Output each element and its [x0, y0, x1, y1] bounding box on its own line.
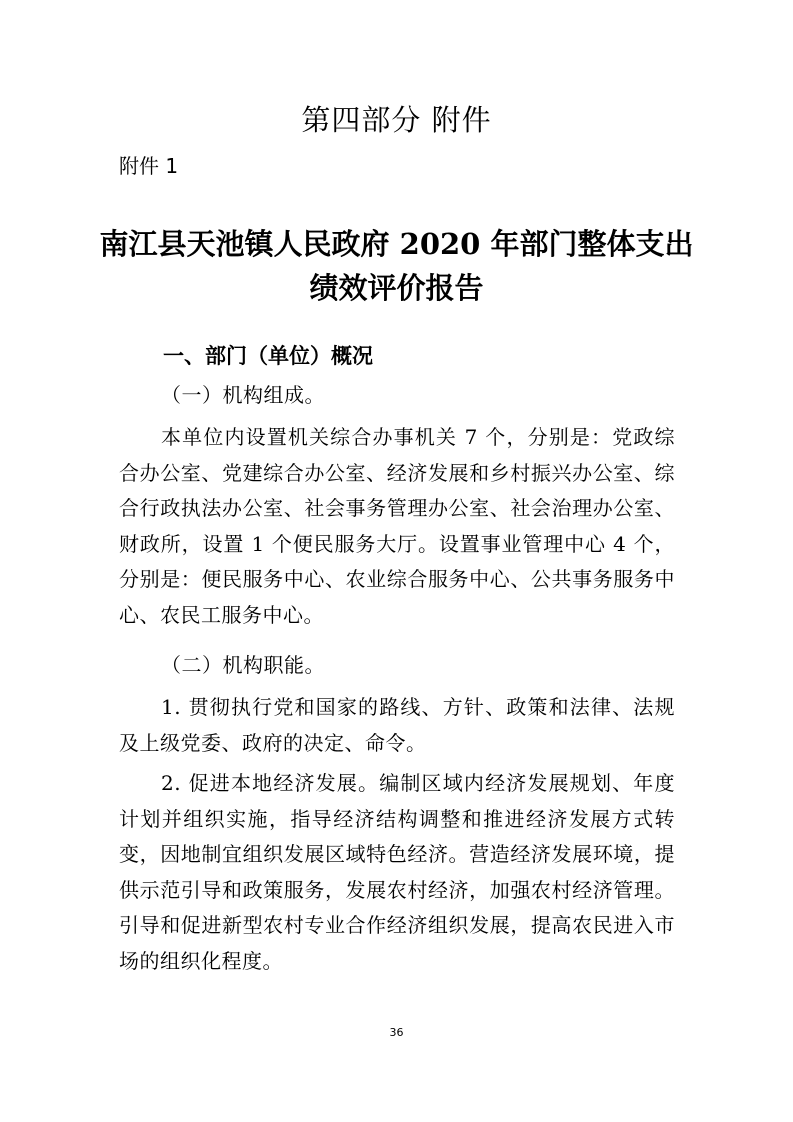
section-heading: 一、部门（单位）概况 [163, 344, 373, 368]
report-title-line2: 绩效评价报告 [309, 271, 484, 305]
page-number: 36 [389, 1026, 404, 1039]
function-item-1: 1. 贯彻执行党和国家的路线、方针、政策和法律、法规及上级党委、政府的决定、命令。 [119, 695, 675, 755]
org-composition-paragraph: 本单位内设置机关综合办事机关 7 个，分别是：党政综合办公室、党建综合办公室、经济发展和乡村振兴办公室、综合行政执法办公室、社会事务管理办公室、社会治理办公室、财政所，设置 1 个便民服务大厅。设置事业管理中心 4 个，分别是：便民服务中心、农业综合服务中心、公共事务服务中心、农民工服务中心。 [119, 425, 675, 627]
subsection-heading-org: （一）机构组成。 [161, 383, 325, 407]
subsection-heading-functions: （二）机构职能。 [161, 653, 325, 677]
attachment-label: 附件 1 [119, 154, 179, 178]
function-item-2: 2. 促进本地经济发展。编制区域内经济发展规划、年度计划并组织实施，指导经济结构调整和推进经济发展方式转变，因地制宜组织发展区域特色经济。营造经济发展环境，提供示范引导和政策服务，发展农村经济，加强农村经济管理。引导和促进新型农村专业合作经济组织发展，提高农民进入市场的组织化程度。 [119, 771, 675, 973]
part-title: 第四部分 附件 [301, 103, 492, 137]
report-title-line1: 南江县天池镇人民政府 2020 年部门整体支出 [99, 227, 694, 261]
